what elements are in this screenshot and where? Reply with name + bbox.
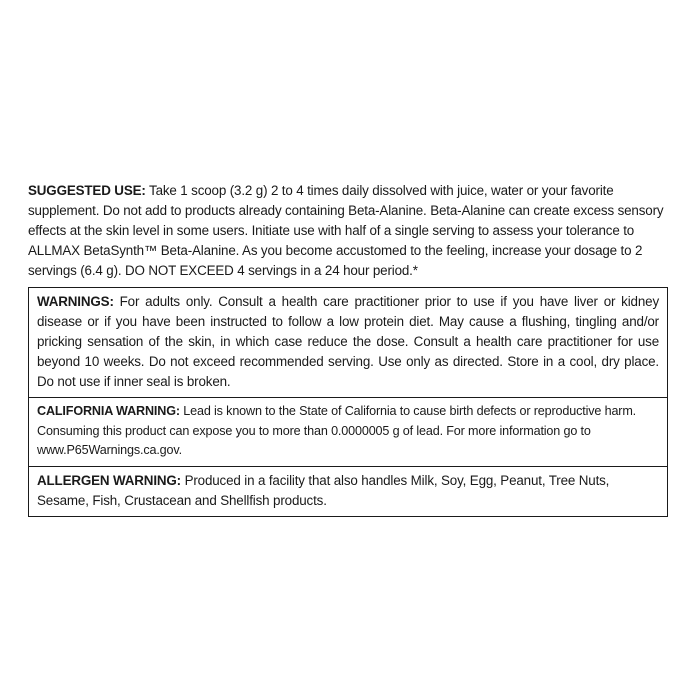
allergen-warning-section	[29, 466, 667, 516]
allergen-warning-paragraph	[37, 471, 659, 511]
suggested-use-paragraph	[28, 181, 668, 281]
california-warning-heading: CALIFORNIA WARNING:	[37, 404, 180, 418]
suggested-use-heading: SUGGESTED USE:	[28, 183, 146, 198]
warnings-heading: WARNINGS:	[37, 294, 114, 309]
allergen-warning-heading: ALLERGEN WARNING:	[37, 472, 181, 488]
suggested-use-text: Take 1 scoop (3.2 g) 2 to 4 times daily dissolved with juice, water or your favorite supplement. Do not add to products already containing Beta-Alanine. Beta-Alanine can create excess sensory effects at the skin level in some users. Initiate use with half of a single serving to assess your tolerance to ALLMAX BetaSynth™ Beta-Alanine. As you become accustomed to the feeling, increase your dosage to 2 servings (6.4 g). DO NOT EXCEED 4 servings in a 24 hour period.*	[28, 183, 664, 278]
california-warning-section	[29, 397, 667, 466]
warnings-text: For adults only. Consult a health care practitioner prior to use if you have liver or kidney disease or if you have been instructed to follow a low protein diet. May cause a flushing, tingling and/or pricking sensation of the skin, in which case reduce the dose. Consult a health care practitioner for use beyond 10 weeks. Do not exceed recommended serving. Use only as directed. Store in a cool, dry place. Do not use if inner seal is broken.	[37, 294, 659, 389]
warnings-box	[28, 287, 668, 517]
california-warning-paragraph	[37, 402, 659, 461]
california-warning-text: Lead is known to the State of California to cause birth defects or reproductive harm. Consuming this product can expose you to more than 0.0000005 g of lead. For more information go to www.P65Warnings.ca.gov.	[37, 404, 637, 457]
warnings-section	[29, 288, 667, 397]
supplement-label-panel	[28, 181, 668, 517]
allergen-warning-text: Produced in a facility that also handles Milk, Soy, Egg, Peanut, Tree Nuts, Sesame, Fish, Crustacean and Shellfish products.	[37, 472, 610, 508]
warnings-paragraph	[37, 292, 659, 392]
